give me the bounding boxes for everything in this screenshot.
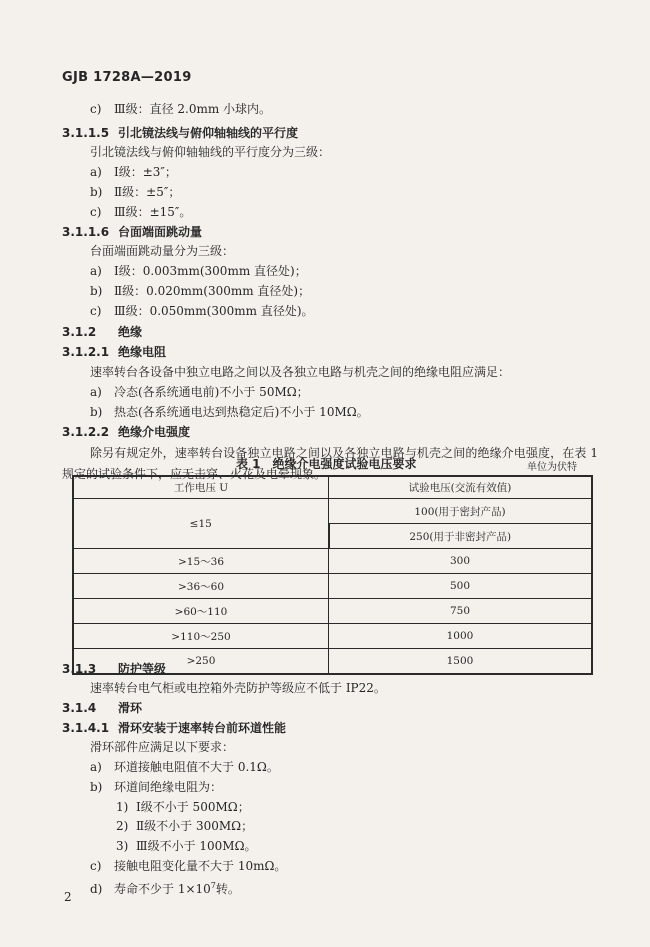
test-voltage-table: [72, 475, 593, 675]
table-cell: 1000: [329, 624, 593, 649]
table-row: [73, 624, 592, 649]
table-row: [73, 549, 592, 574]
section-heading-3121: 3.1.2.1 绝缘电阻: [62, 345, 167, 359]
list-item: a) 环道接触电阻值不大于 0.1Ω。: [90, 760, 279, 774]
sub-list-item: 1) Ⅰ级不小于 500MΩ；: [116, 800, 250, 814]
section-heading-313: 3.1.3 防护等级: [62, 662, 167, 676]
table-row: [73, 574, 592, 599]
section-heading-314: 3.1.4 滑环: [62, 701, 143, 715]
table-cell: >36～60: [73, 574, 329, 599]
list-item: c) Ⅲ级：0.050mm(300mm 直径处)。: [90, 304, 314, 318]
list-item: d) 寿命不少于 $1\times 10^7$转。: [90, 881, 240, 896]
column-header-test-voltage: 试验电压(交流有效值): [329, 476, 593, 499]
dielectric-text: [62, 411, 598, 443]
list-item: b) 热态(各系统通电达到热稳定后)不小于 10MΩ。: [90, 405, 369, 419]
section-heading-3115: 3.1.1.5 引北镜法线与俯仰轴轴线的平行度: [62, 126, 299, 140]
section-heading-3116: 3.1.1.6 台面端面跳动量: [62, 225, 203, 239]
body-text: 滑环部件应满足以下要求：: [90, 740, 235, 754]
list-item: a) Ⅰ级：0.003mm(300mm 直径处)；: [90, 264, 307, 278]
list-item: a) 冷态(各系统通电前)不小于 50MΩ；: [90, 385, 309, 399]
table-cell: 750: [329, 599, 593, 624]
list-item: c) 接触电阻变化量不大于 10mΩ。: [90, 859, 287, 873]
table-cell: ≤15: [73, 499, 329, 549]
table-cell: >250: [73, 649, 329, 674]
table-cell: 250(用于非密封产品): [329, 524, 593, 549]
list-item: b) 环道间绝缘电阻为：: [90, 780, 223, 794]
table-cell: >60～110: [73, 599, 329, 624]
dielectric-body: 除另有规定外，速率转台设备独立电路之间以及各独立电路与机壳之间的绝缘介电强度，在表 1 规定的试验条件下，应无击穿、火花及电晕现象。: [62, 446, 598, 481]
table-cell: 1500: [329, 649, 593, 674]
body-text: 速率转台电气柜或电控箱外壳防护等级应不低于 IP22。: [90, 681, 386, 695]
list-item: c) Ⅲ级：±15″。: [90, 205, 192, 219]
table-cell: >110～250: [73, 624, 329, 649]
section-heading-312: 3.1.2 绝缘: [62, 325, 143, 339]
table-header-row: [73, 476, 592, 499]
section-heading-3141: 3.1.4.1 滑环安装于速率转台前环道性能: [62, 721, 287, 735]
body-text: 引北镜法线与俯仰轴轴线的平行度分为三级：: [90, 145, 331, 159]
sub-list-item: 2) Ⅱ级不小于 300MΩ；: [116, 819, 254, 833]
list-item: b) Ⅱ级：0.020mm(300mm 直径处)；: [90, 284, 311, 298]
sub-list-item: 3) Ⅲ级不小于 100MΩ。: [116, 839, 257, 853]
column-header-working-voltage: 工作电压 U: [73, 476, 329, 499]
table-row: [73, 499, 592, 524]
table-row: [73, 599, 592, 624]
page-number: 2: [64, 890, 72, 904]
document-id-header: GJB 1728A—2019: [62, 70, 192, 85]
body-text: 速率转台各设备中独立电路之间以及各独立电路与机壳之间的绝缘电阻应满足：: [90, 365, 511, 379]
list-item: a) Ⅰ级：±3″；: [90, 165, 177, 179]
list-item: c) Ⅲ级：直径 2.0mm 小球内。: [90, 102, 272, 116]
table-cell: 500: [329, 574, 593, 599]
table-unit: 单位为伏特: [527, 462, 577, 473]
table-title: 表 1 绝缘介电强度试验电压要求: [236, 457, 417, 471]
table-cell: >15～36: [73, 549, 329, 574]
table-cell: 100(用于密封产品): [329, 499, 593, 524]
list-item: b) Ⅱ级：±5″；: [90, 185, 181, 199]
section-heading-3122: 3.1.2.2 绝缘介电强度: [62, 425, 191, 439]
table-cell: 300: [329, 549, 593, 574]
body-text: 台面端面跳动量分为三级：: [90, 244, 235, 258]
